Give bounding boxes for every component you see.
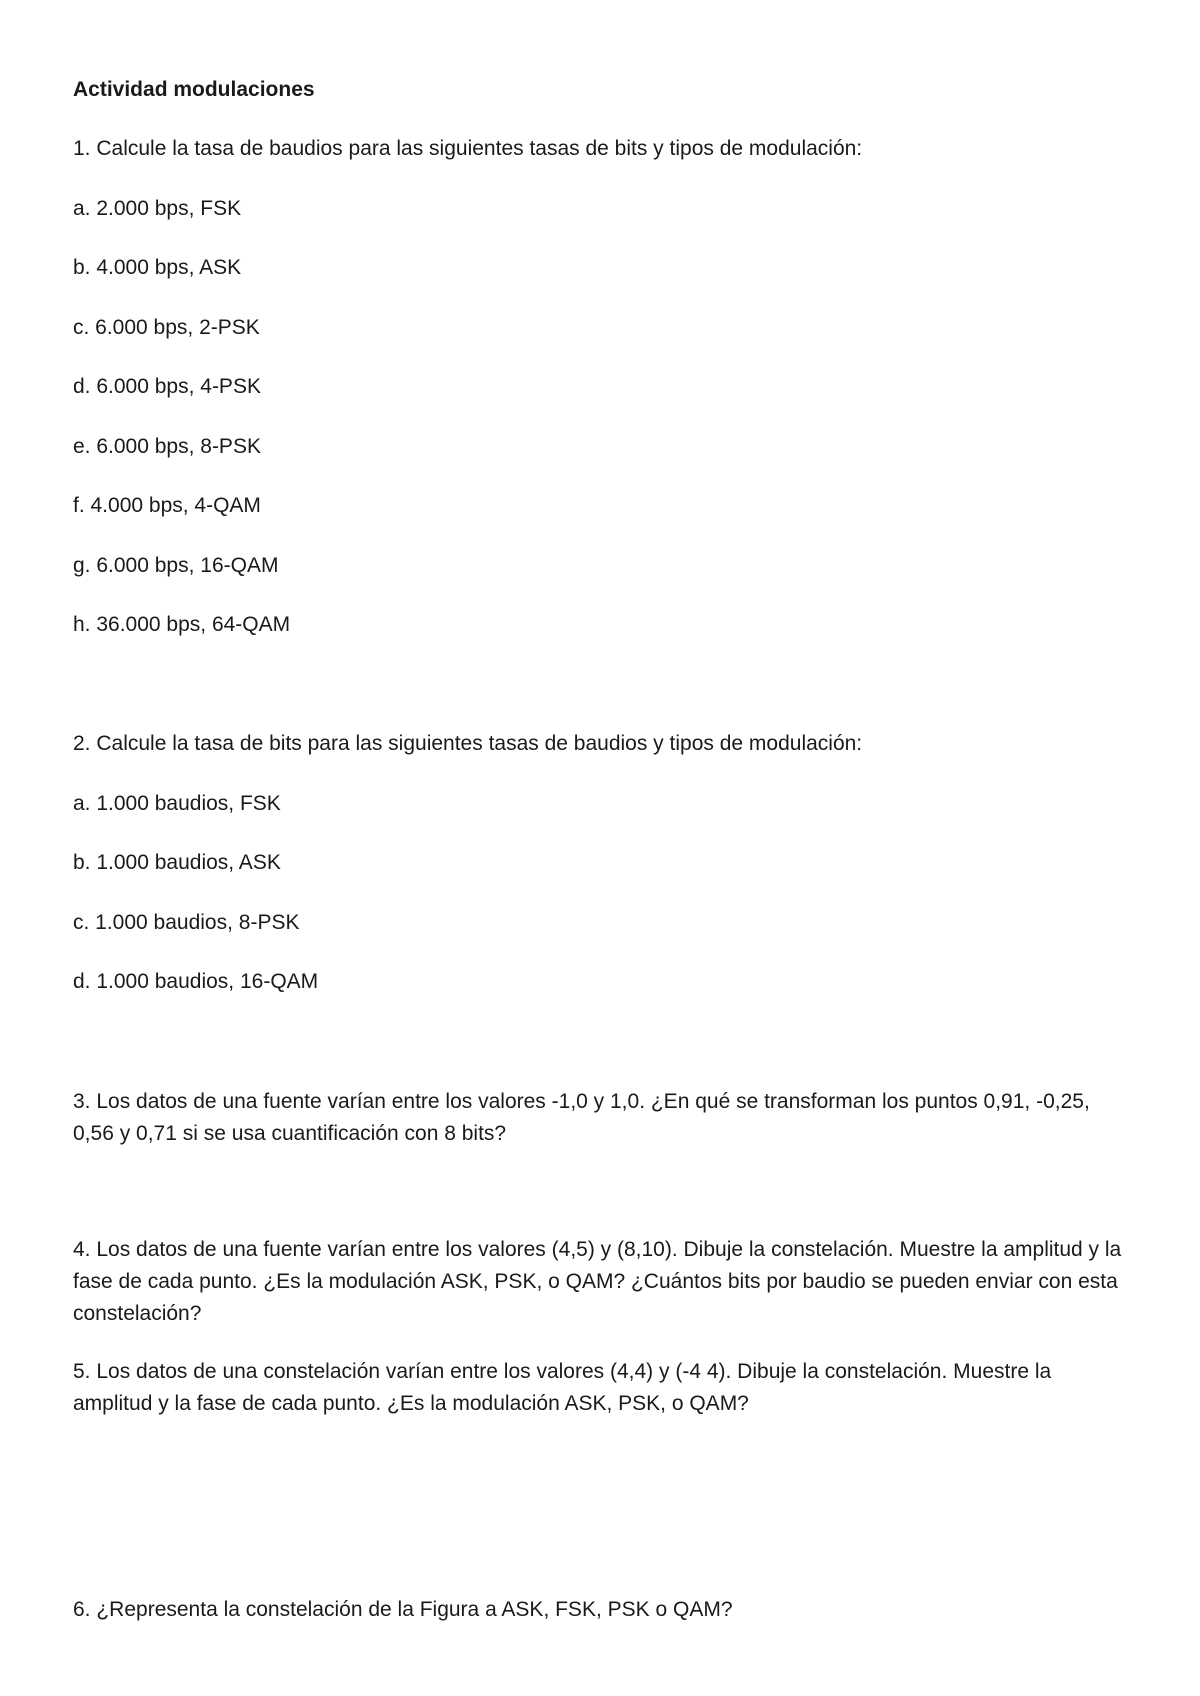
question-2-item-d: d. 1.000 baudios, 16-QAM xyxy=(73,970,319,993)
question-1-item-h: h. 36.000 bps, 64-QAM xyxy=(73,613,291,636)
question-2-prompt: 2. Calcule la tasa de bits para las siguientes tasas de baudios y tipos de modulación: xyxy=(73,732,863,755)
document-title: Actividad modulaciones xyxy=(73,78,315,101)
question-1-item-c: c. 6.000 bps, 2-PSK xyxy=(73,316,260,339)
question-2-item-b: b. 1.000 baudios, ASK xyxy=(73,851,281,874)
question-5-text: 5. Los datos de una constelación varían entre los valores (4,4) y (-4 4). Dibuje la constelación. Muestre la amplitud y la fase de cada punto. ¿Es la modulación ASK, PSK, o QAM? xyxy=(73,1360,1052,1415)
question-1-item-f: f. 4.000 bps, 4-QAM xyxy=(73,494,261,517)
question-1-prompt: 1. Calcule la tasa de baudios para las siguientes tasas de bits y tipos de modulación: xyxy=(73,137,863,160)
question-6-text: 6. ¿Representa la constelación de la Figura a ASK, FSK, PSK o QAM? xyxy=(73,1598,733,1621)
question-2-item-a: a. 1.000 baudios, FSK xyxy=(73,792,281,815)
question-1-item-a: a. 2.000 bps, FSK xyxy=(73,197,242,220)
question-3-text: 3. Los datos de una fuente varían entre los valores -1,0 y 1,0. ¿En qué se transforman los puntos 0,91, -0,25, 0,56 y 0,71 si se usa cuantificación con 8 bits? xyxy=(73,1090,1090,1145)
question-1-item-d: d. 6.000 bps, 4-PSK xyxy=(73,375,261,398)
question-2-item-c: c. 1.000 baudios, 8-PSK xyxy=(73,911,300,934)
question-1-item-g: g. 6.000 bps, 16-QAM xyxy=(73,554,279,577)
question-1-item-b: b. 4.000 bps, ASK xyxy=(73,256,242,279)
question-4-text: 4. Los datos de una fuente varían entre los valores (4,5) y (8,10). Dibuje la constelación. Muestre la amplitud y la fase de cada punto. ¿Es la modulación ASK, PSK, o QAM? ¿Cuántos bits por baudio se pueden enviar con esta constelación? xyxy=(73,1238,1122,1325)
question-1-item-e: e. 6.000 bps, 8-PSK xyxy=(73,435,261,458)
